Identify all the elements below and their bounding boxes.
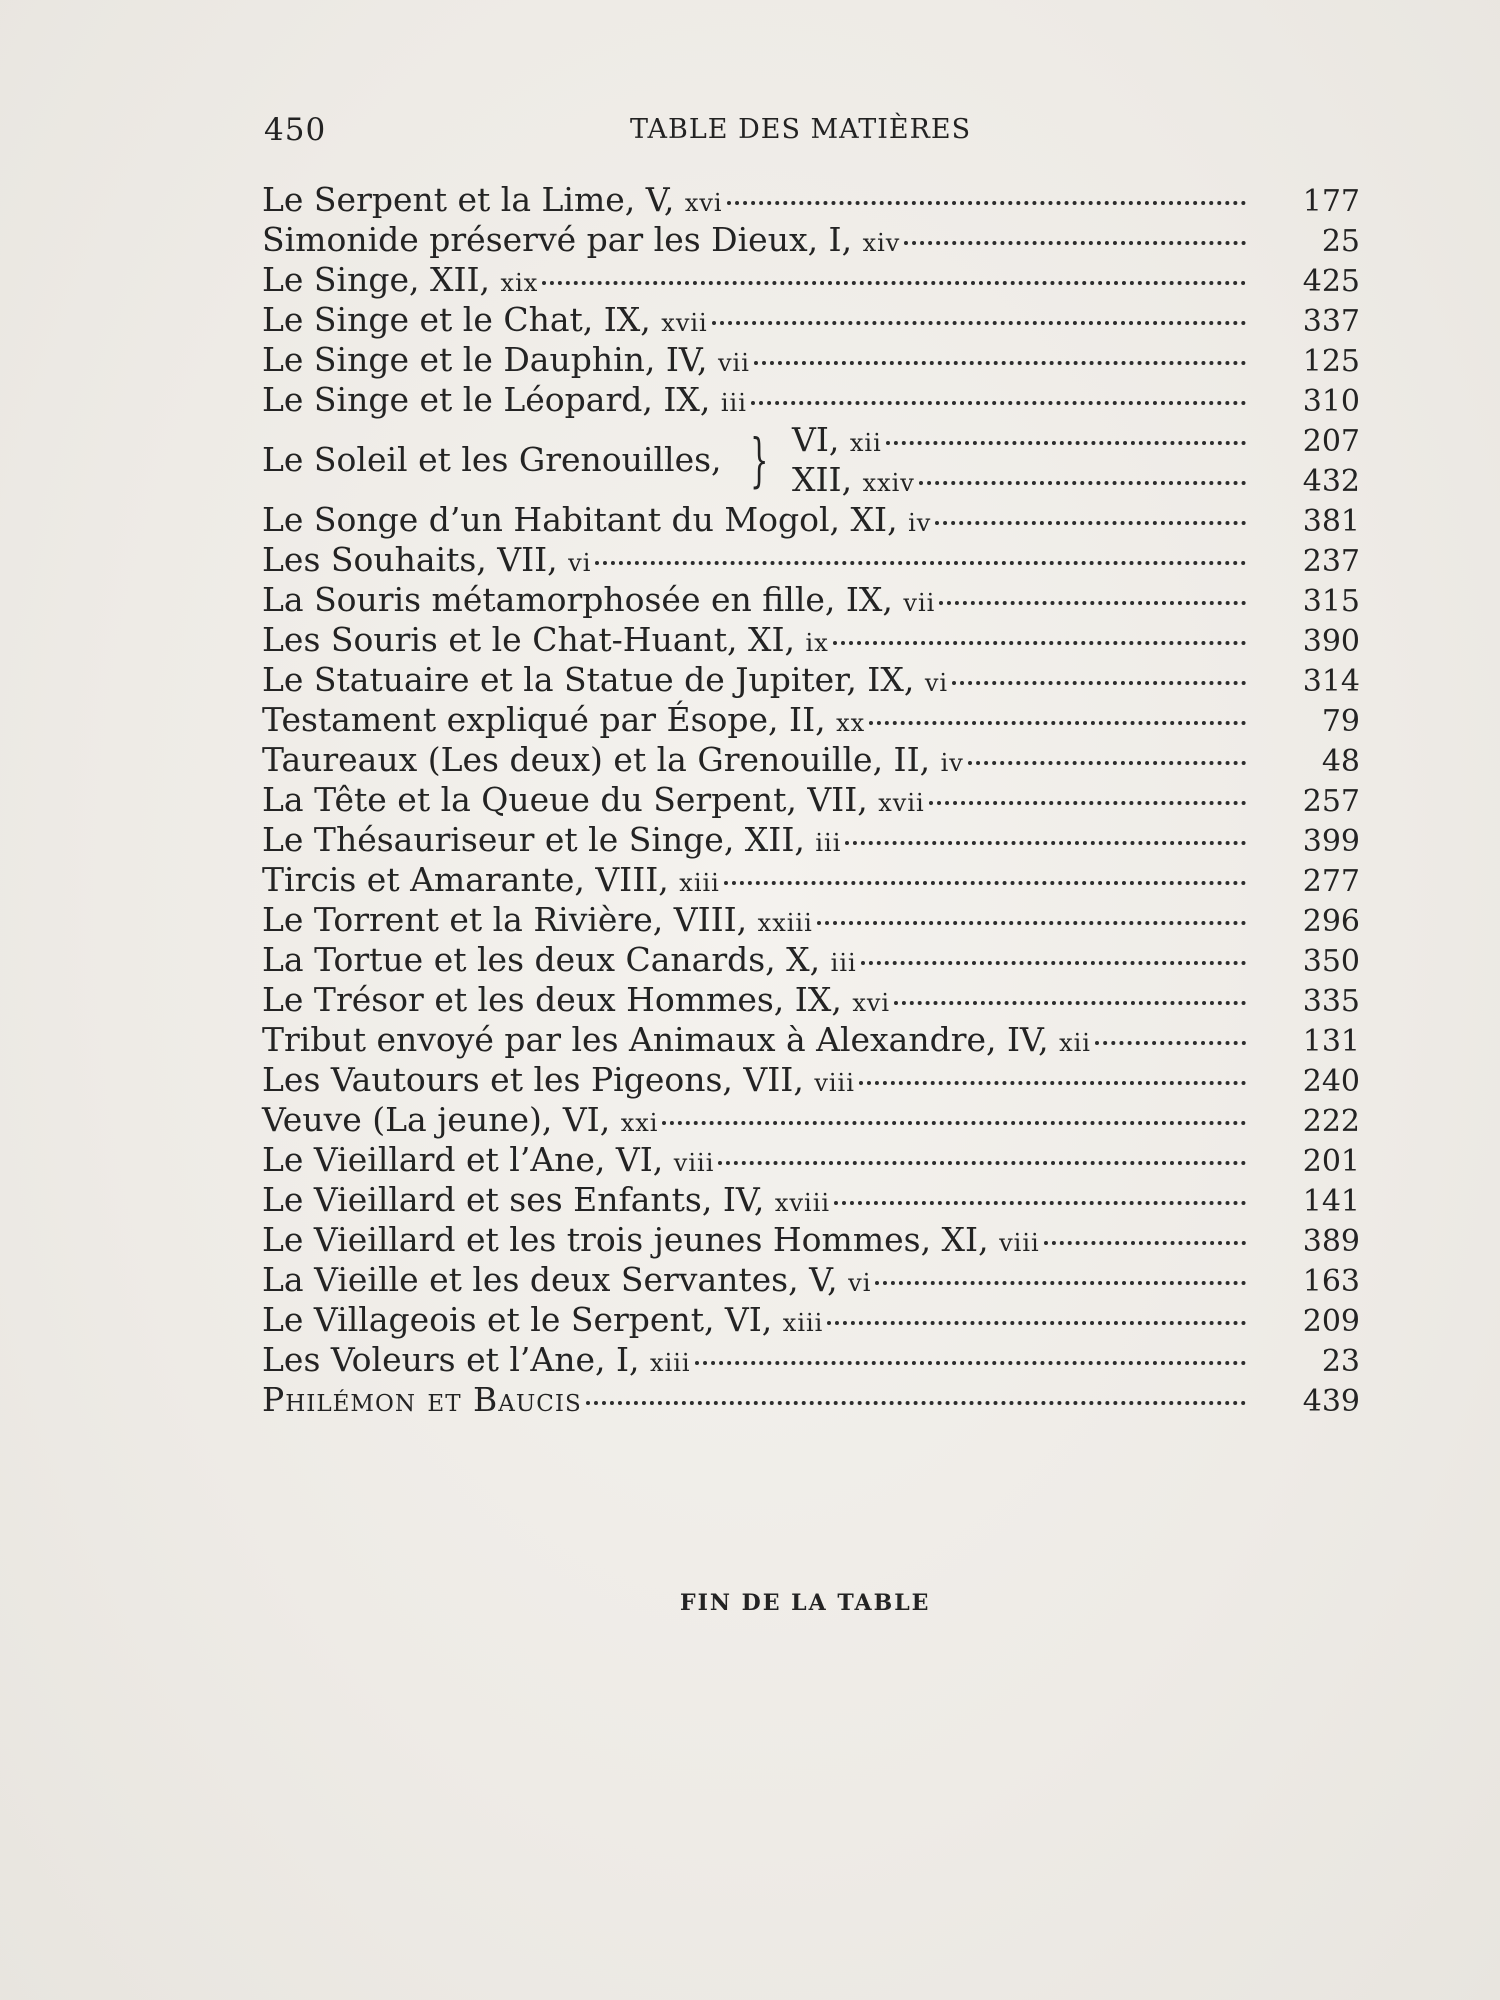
toc-entry	[262, 940, 1360, 980]
toc-entry	[262, 740, 1360, 780]
leader-dots	[712, 321, 1246, 325]
toc-subentry-fable: xxiv	[862, 469, 915, 497]
toc-entry-fable-ref: vii	[903, 589, 936, 617]
toc-entry	[262, 900, 1360, 940]
toc-entry-fable-ref: iv	[908, 509, 932, 537]
toc-group-after	[262, 500, 1360, 1380]
toc-entry	[262, 500, 1360, 540]
toc-page-ref: 23	[1321, 1344, 1360, 1379]
toc-entry-label	[262, 820, 841, 863]
toc-entry-label	[262, 500, 931, 543]
toc-entry-title: Les Souhaits, VII,	[262, 540, 558, 579]
leader-dots	[586, 1401, 1246, 1405]
toc-entry-label	[262, 620, 829, 663]
toc-page-ref: 296	[1302, 904, 1360, 939]
toc-entry-label	[262, 860, 720, 903]
leader-dots	[1044, 1241, 1246, 1245]
toc-entry-title: Le Torrent et la Rivière, VIII,	[262, 900, 748, 939]
toc-entry-label	[262, 900, 813, 943]
toc-page-ref: 337	[1302, 304, 1360, 339]
leader-dots	[952, 681, 1246, 685]
toc-page-ref: 390	[1302, 624, 1360, 659]
toc-entry-title: Le Singe et le Dauphin, IV,	[262, 340, 708, 379]
toc-entry-fable-ref: iii	[830, 949, 857, 977]
leader-dots	[1095, 1041, 1246, 1045]
toc-entry-label	[262, 980, 890, 1023]
toc-entry-fable-ref: xxiii	[757, 909, 813, 937]
toc-entry	[262, 540, 1360, 580]
toc-entry-title: La Tête et la Queue du Serpent, VII,	[262, 780, 868, 819]
toc-entry-fable-ref: xix	[500, 269, 539, 297]
toc-entry	[262, 380, 1360, 420]
toc-entry-title: Les Voleurs et l’Ane, I,	[262, 1340, 640, 1379]
toc-entry-final	[262, 1380, 1360, 1420]
toc-page-ref: 399	[1302, 824, 1360, 859]
toc-entry-label	[262, 220, 900, 263]
leader-dots	[939, 601, 1246, 605]
toc-entry-fable-ref: xiii	[679, 869, 720, 897]
toc-entry-label	[262, 1260, 871, 1303]
leader-dots	[904, 241, 1246, 245]
toc-entry	[262, 700, 1360, 740]
toc-entry-label	[262, 580, 935, 623]
toc-entry-title: Le Singe et le Léopard, IX,	[262, 380, 711, 419]
leader-dots	[751, 401, 1246, 405]
toc-entry	[262, 340, 1360, 380]
toc-entry-fable-ref: iii	[815, 829, 842, 857]
toc-entry-fable-ref: xvii	[661, 309, 708, 337]
toc-entry	[262, 580, 1360, 620]
toc-entry-title: Philémon et Baucis	[262, 1380, 582, 1419]
toc-entry-fable-ref: xiii	[650, 1349, 691, 1377]
toc-page-ref: 79	[1321, 704, 1360, 739]
toc-page-ref: 209	[1302, 1304, 1360, 1339]
toc-entry	[262, 1100, 1360, 1140]
toc-page-ref: 425	[1302, 264, 1360, 299]
toc-entry-fable-ref: ix	[805, 629, 829, 657]
toc-page-ref: 131	[1302, 1024, 1360, 1059]
end-of-table: FIN DE LA TABLE	[680, 1590, 931, 1616]
leader-dots	[754, 361, 1246, 365]
toc-entry-title: Le Singe et le Chat, IX,	[262, 300, 651, 339]
toc-page-ref: 315	[1302, 584, 1360, 619]
leader-dots	[869, 721, 1246, 725]
toc-entry-label	[262, 740, 964, 783]
toc-entry	[262, 180, 1360, 220]
toc-entry-label	[262, 1140, 714, 1183]
leader-dots	[886, 441, 1246, 445]
toc-entry-title: Veuve (La jeune), VI,	[262, 1100, 611, 1139]
leader-dots	[919, 481, 1246, 485]
toc-entry	[262, 820, 1360, 860]
toc-entry-label	[262, 940, 857, 983]
leader-dots	[861, 961, 1246, 965]
toc-page-ref: 277	[1302, 864, 1360, 899]
toc-entry-label	[262, 700, 865, 743]
toc-entry-fable-ref: viii	[999, 1229, 1040, 1257]
toc-entry-title: Le Vieillard et les trois jeunes Hommes, XI,	[262, 1220, 989, 1259]
toc-entry-title: Le Thésauriseur et le Singe, XII,	[262, 820, 805, 859]
toc-entry-label	[262, 1020, 1091, 1063]
toc-entry	[262, 1060, 1360, 1100]
toc-entry	[262, 860, 1360, 900]
leader-dots	[968, 761, 1246, 765]
toc-entry-title: Les Vautours et les Pigeons, VII,	[262, 1060, 804, 1099]
toc-subentry-book: VI,	[792, 420, 840, 459]
toc-entry	[262, 1220, 1360, 1260]
toc-entry-title: La Souris métamorphosée en fille, IX,	[262, 580, 893, 619]
toc-entry-title: Le Songe d’un Habitant du Mogol, XI,	[262, 500, 898, 539]
leader-dots	[662, 1121, 1246, 1125]
toc-entry-label	[262, 300, 708, 343]
toc-entry-title: La Vieille et les deux Servantes, V,	[262, 1260, 838, 1299]
toc-page-ref: 222	[1302, 1104, 1360, 1139]
toc-entry	[262, 1340, 1360, 1380]
toc-page-ref: 48	[1321, 744, 1360, 779]
toc-entry-double	[262, 420, 1360, 500]
leader-dots	[695, 1361, 1246, 1365]
toc-entry-label	[262, 180, 723, 223]
toc-entry	[262, 1300, 1360, 1340]
toc-entry-label	[262, 540, 591, 583]
toc-subentry-fable: xii	[849, 429, 882, 457]
toc-entry-label	[262, 380, 747, 423]
toc-entry	[262, 980, 1360, 1020]
toc-entry-title: Le Vieillard et ses Enfants, IV,	[262, 1180, 765, 1219]
toc-subentry	[792, 420, 1360, 460]
toc-entry-label	[262, 1100, 658, 1143]
toc-entry-fable-ref: xiv	[862, 229, 901, 257]
toc-page-ref: 389	[1302, 1224, 1360, 1259]
toc-page-ref: 257	[1302, 784, 1360, 819]
toc-entry-fable-ref: xvii	[878, 789, 925, 817]
toc-entry	[262, 1140, 1360, 1180]
leader-dots	[875, 1281, 1246, 1285]
page-number: 450	[264, 112, 327, 148]
toc-entry-label	[262, 1300, 823, 1343]
toc-page-ref: 25	[1321, 224, 1360, 259]
toc-page-ref: 335	[1302, 984, 1360, 1019]
toc-entry-fable-ref: viii	[673, 1149, 715, 1177]
leader-dots	[859, 1081, 1246, 1085]
toc-entry-fable-ref: iv	[940, 749, 964, 777]
toc-entry-title: Le Trésor et les deux Hommes, IX,	[262, 980, 842, 1019]
running-head	[264, 112, 1364, 152]
toc-entry-fable-ref: xii	[1059, 1029, 1091, 1057]
toc-entry-label	[262, 1060, 855, 1103]
toc-page-ref: 240	[1302, 1064, 1360, 1099]
toc-entry-title: Tircis et Amarante, VIII,	[262, 860, 669, 899]
toc-entry	[262, 260, 1360, 300]
toc-entry-fable-ref: xxi	[620, 1109, 659, 1137]
toc-entry-label	[262, 1220, 1040, 1263]
toc-entry-fable-ref: viii	[814, 1069, 855, 1097]
toc-group-before	[262, 180, 1360, 420]
toc-page-ref: 163	[1302, 1264, 1360, 1299]
toc-entry-fable-ref: iii	[720, 389, 747, 417]
toc-entry-fable-ref: vi	[848, 1269, 872, 1297]
toc-entry-title: Le Villageois et le Serpent, VI,	[262, 1300, 773, 1339]
toc-page-ref: 432	[1302, 464, 1360, 499]
toc-entry-title: Simonide préservé par les Dieux, I,	[262, 220, 853, 259]
toc-entry-title: Le Singe, XII,	[262, 260, 491, 299]
toc-page-ref: 201	[1302, 1144, 1360, 1179]
toc-entry-fable-ref: xvi	[684, 189, 723, 217]
toc-subentry	[792, 460, 1360, 500]
toc-entry-label	[262, 780, 925, 823]
leader-dots	[834, 1201, 1246, 1205]
leader-dots	[827, 1321, 1246, 1325]
leader-dots	[542, 281, 1246, 285]
toc-page-ref: 310	[1302, 384, 1360, 419]
toc-page-ref: 177	[1302, 184, 1360, 219]
toc-entry-fable-ref: vi	[568, 549, 592, 577]
toc-entry-title: Taureaux (Les deux) et la Grenouille, II,	[262, 740, 931, 779]
toc-entry-fable-ref: vi	[924, 669, 949, 697]
leader-dots	[833, 641, 1246, 645]
leader-dots	[718, 1161, 1246, 1165]
toc-entry	[262, 620, 1360, 660]
toc-entry-title: Le Soleil et les Grenouilles,	[262, 440, 722, 479]
toc-entry-label	[262, 1340, 691, 1383]
leader-dots	[817, 921, 1246, 925]
toc-entry-fable-ref: xviii	[774, 1189, 831, 1217]
toc-entry	[262, 220, 1360, 260]
toc-entry-title: Les Souris et le Chat-Huant, XI,	[262, 620, 796, 659]
toc-entry-title: Tribut envoyé par les Animaux à Alexandre, IV,	[262, 1020, 1049, 1059]
brace-icon: }	[750, 426, 769, 494]
toc-entry	[262, 1260, 1360, 1300]
toc-page-ref: 141	[1302, 1184, 1360, 1219]
toc-entry-fable-ref: xx	[836, 709, 866, 737]
leader-dots	[727, 201, 1246, 205]
toc-subentry-book: XII,	[792, 460, 853, 499]
leader-dots	[595, 561, 1246, 565]
toc-entry	[262, 300, 1360, 340]
toc-page-ref: 237	[1302, 544, 1360, 579]
toc-page-ref: 125	[1302, 344, 1360, 379]
toc-entry	[262, 660, 1360, 700]
toc-entry-title: Le Vieillard et l’Ane, VI,	[262, 1140, 664, 1179]
toc-entry-label	[262, 1180, 830, 1223]
leader-dots	[845, 841, 1246, 845]
leader-dots	[929, 801, 1246, 805]
toc-page-ref: 207	[1302, 424, 1360, 459]
toc-entry-label	[262, 340, 750, 383]
toc-entry	[262, 1020, 1360, 1060]
toc-entry-title: La Tortue et les deux Canards, X,	[262, 940, 821, 979]
toc-page-ref: 314	[1302, 664, 1360, 699]
toc-entry-fable-ref: xvi	[852, 989, 891, 1017]
toc-entry-label	[262, 260, 538, 303]
toc-page-ref: 350	[1302, 944, 1360, 979]
toc-entry	[262, 780, 1360, 820]
toc-page-ref: 381	[1302, 504, 1360, 539]
leader-dots	[935, 521, 1246, 525]
toc-entry-title: Le Serpent et la Lime, V,	[262, 180, 675, 219]
toc-entry-label	[262, 660, 948, 703]
leader-dots	[724, 881, 1246, 885]
toc-entry	[262, 1180, 1360, 1220]
toc-entry-fable-ref: xiii	[782, 1309, 824, 1337]
toc-entry-fable-ref: vii	[717, 349, 750, 377]
toc-entry-title: Le Statuaire et la Statue de Jupiter, IX,	[262, 660, 915, 699]
table-of-contents	[262, 180, 1360, 1420]
toc-page-ref: 439	[1302, 1384, 1360, 1419]
leader-dots	[894, 1001, 1246, 1005]
toc-entry-title: Testament expliqué par Ésope, II,	[262, 700, 826, 739]
running-title: TABLE DES MATIÈRES	[630, 114, 972, 145]
